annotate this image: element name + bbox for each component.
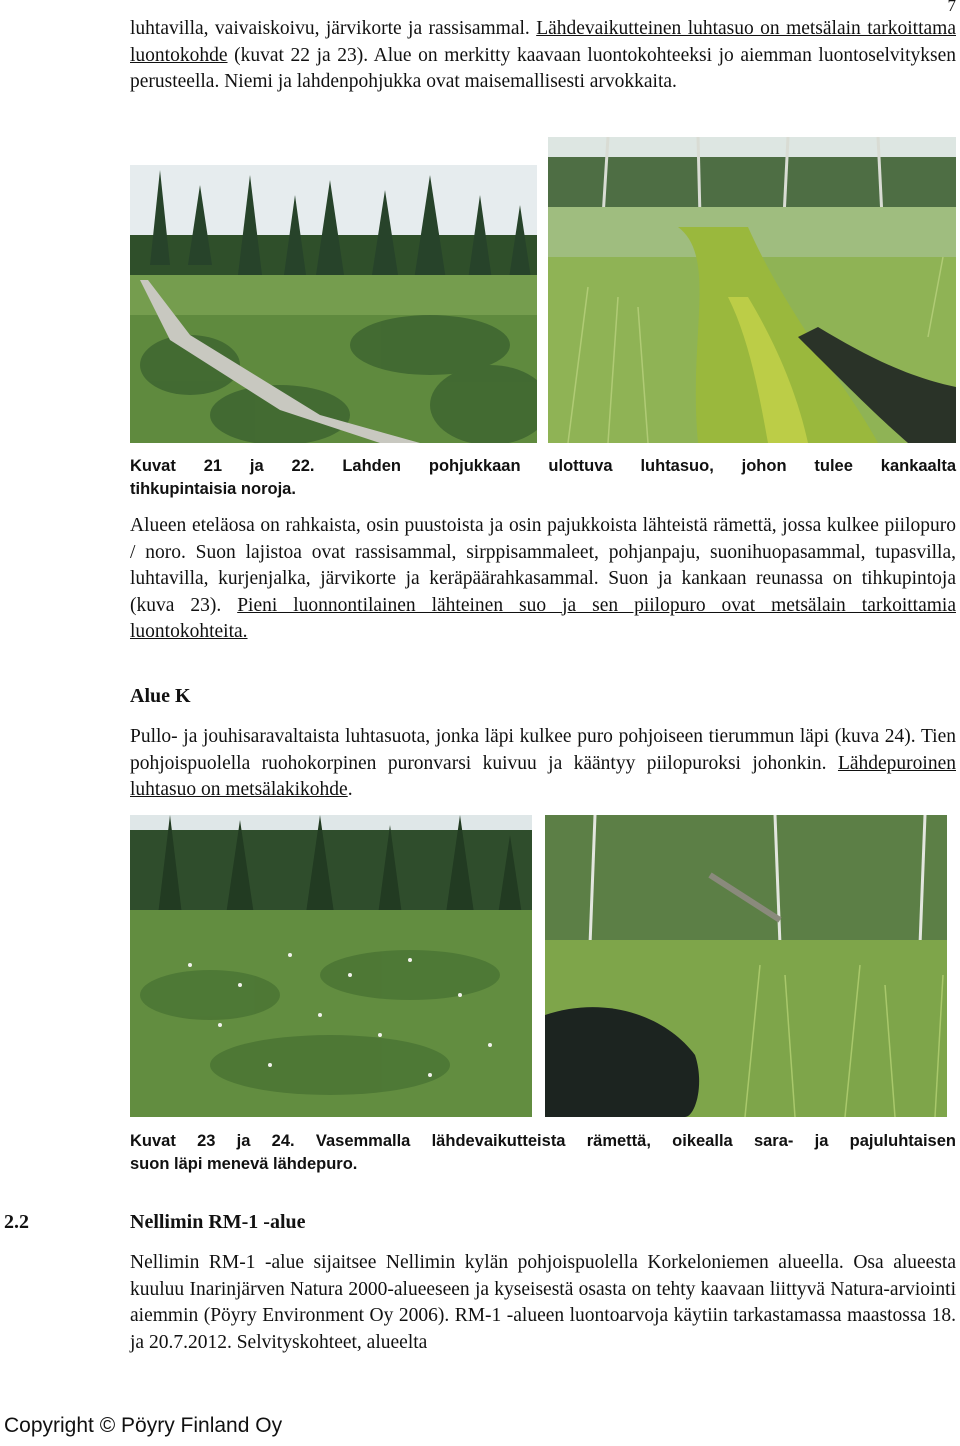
- para1-text-b: (kuvat 22 ja 23). Alue on merkitty kaavaan luontokohteeksi jo aiemman luontoselvityksen perusteella. Niemi ja lahdenpohjukka ovat maisemallisesti arvokkaita.: [130, 44, 956, 92]
- para2-text: Alueen eteläosa on rahkaista, osin puustoista ja osin pajukkoista lähteistä rämettä, jossa kulkee piilopuro / noro. Suon lajistoa ovat rassisammal, sirppisammaleet, pohjanpaju, suonihuopasammal, tupasvilla, luhtavilla, kurjenjalka, järvikorte ja keräpäärahkasammal. Suon ja kankaan reunassa on tihkupintoja (kuva 23).: [130, 515, 956, 616]
- para2-underlined: Pieni luonnontilainen lähteinen suo ja sen piilopuro ovat metsälain tarkoittamia luontokohteita.: [130, 594, 956, 642]
- caption-photos-23-24: [130, 1130, 956, 1176]
- caption-photos-21-22: [130, 455, 956, 501]
- caption1-line1: Kuvat 21 ja 22. Lahden pohjukkaan ulottuva luhtasuo, johon tulee kankaalta: [130, 457, 956, 475]
- para3-text-b: .: [347, 779, 353, 800]
- page-number: 7: [947, 0, 956, 15]
- heading-alue-k: Alue K: [130, 685, 191, 707]
- section-title: Nellimin RM-1 -alue: [130, 1211, 306, 1233]
- para3-underlined: Lähdepuroinen luhtasuo on metsälakikohde: [130, 752, 956, 800]
- caption2-line1: Kuvat 23 ja 24. Vasemmalla lähdevaikutteista rämettä, oikealla sara- ja pajuluhtaisen: [130, 1132, 956, 1150]
- paragraph-4: Nellimin RM-1 -alue sijaitsee Nellimin kylän pohjoispuolella Korkeloniemen alueella. Osa alueesta kuuluu Inarinjärven Natura 2000-alueeseen ja kyseisestä osasta on tehty kaavaan liittyvä Natura-arviointi aiemmin (Pöyry Environment Oy 2006). RM-1 -alueen luontoarvoja käytiin tarkastamassa maastossa 18. ja 20.7.2012. Selvityskohteet, alueelta: [130, 1252, 956, 1353]
- paragraph-1: [130, 16, 956, 96]
- photo-22-mossy-seep: [548, 137, 956, 443]
- section-number: 2.2: [4, 1211, 29, 1233]
- para1-text-a: luhtavilla, vaivaiskoivu, järvikorte ja rassisammal.: [130, 18, 537, 39]
- paragraph-3: [130, 724, 956, 804]
- para3-text-a: Pullo- ja jouhisaravaltaista luhtasuota, jonka läpi kulkee puro pohjoiseen tierummun läpi (kuva 24). Tien pohjoispuolella ruohokorpinen puronvarsi kuivuu ja kääntyy piilopuroksi johonkin.: [130, 726, 956, 774]
- photo-21-boardwalk: [130, 165, 537, 443]
- paragraph-2: [130, 513, 956, 646]
- para1-underlined: Lähdevaikutteinen luhtasuo on metsälain tarkoittama luontokohde: [130, 18, 956, 66]
- footer-copyright: Copyright © Pöyry Finland Oy: [4, 1414, 283, 1437]
- caption1-line2: tihkupintaisia noroja.: [130, 480, 296, 498]
- photo-24-spring-brook: [545, 815, 947, 1117]
- photo-23-spring-bog: [130, 815, 532, 1117]
- caption2-line2: suon läpi menevä lähdepuro.: [130, 1155, 358, 1173]
